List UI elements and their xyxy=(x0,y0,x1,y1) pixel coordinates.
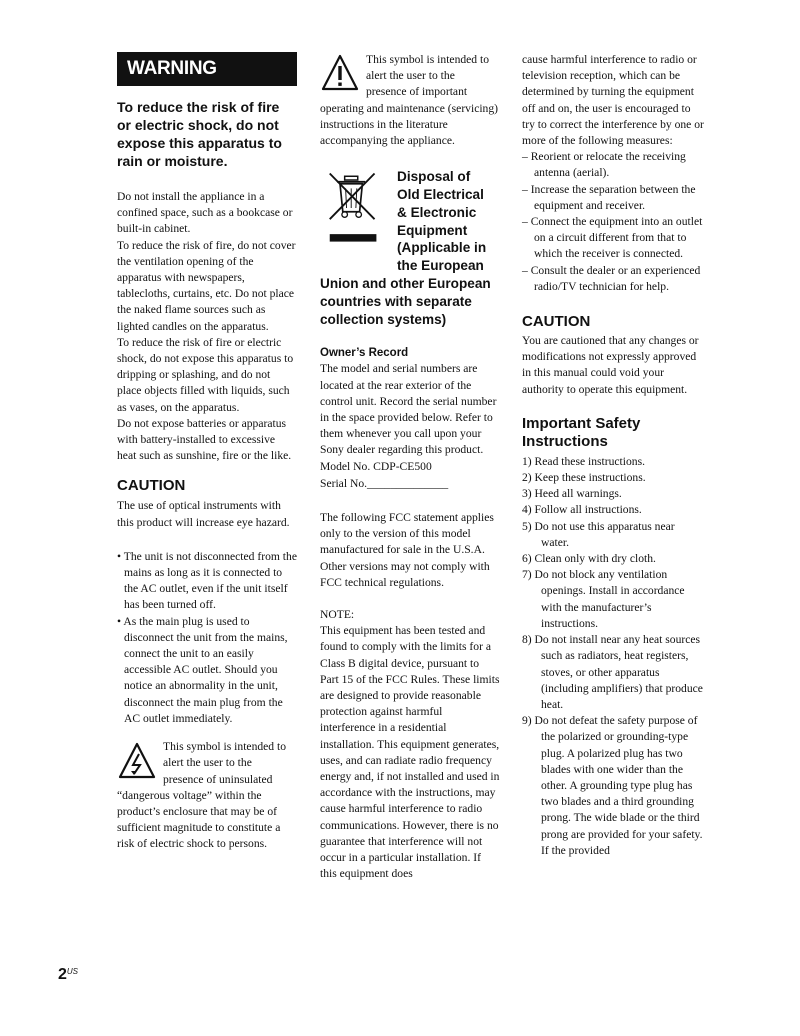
list-item: – Consult the dealer or an experienced radio/TV technician for help. xyxy=(522,263,701,293)
owners-record-text: The model and serial numbers are located at the rear exterior of the control unit. Record the serial number in the space provided below. Refer to them whenever you call upon your Sony dealer regarding this product. xyxy=(320,362,497,457)
list-item: 4) Follow all instructions. xyxy=(522,503,642,517)
list-item: 1) Read these instructions. xyxy=(522,454,645,468)
serial-number: Serial No.______________ xyxy=(320,476,449,490)
list-item: – Reorient or relocate the receiving antenna (aerial). xyxy=(522,150,686,180)
caution-text: You are cautioned that any changes or modifications not expressly approved in this manual could void your authority to operate this equipment. xyxy=(522,334,699,396)
disposal-heading-rest: Union and other European countries with separate collection systems) xyxy=(320,276,491,327)
column-left xyxy=(117,52,297,853)
fcc-continued-text: cause harmful interference to radio or television reception, which can be determined by turning the equipment off and on, the user is encouraged to try to correct the interference by one or more of the following measures: xyxy=(522,53,704,148)
page-number-suffix: US xyxy=(66,967,79,976)
page-number-value: 2 xyxy=(58,966,67,983)
paragraph: Do not expose batteries or apparatus with battery-installed to excessive heat such as sunshine, fire or the like. xyxy=(117,416,292,463)
disposal-heading-line: & Electronic xyxy=(397,204,477,220)
fcc-statement: The following FCC statement applies only to the version of this model manufactured for sale in the U.S.A. Other versions may not comply with FCC technical regulations. xyxy=(320,511,494,589)
symbol-text-line: This symbol is intended to xyxy=(163,740,287,754)
disposal-heading-line: Disposal of xyxy=(397,169,471,185)
warning-banner: WARNING xyxy=(117,52,297,86)
safety-instructions-list xyxy=(522,454,704,859)
dangerous-voltage-notice xyxy=(117,739,297,852)
note-text: This equipment has been tested and found to comply with the limits for a Class B digital device, pursuant to Part 15 of the FCC Rules. These limits are designed to provide reasonable protection against harmful interference in a residential installation. This equipment generates, uses, and can radiate radio frequency energy and, if not installed and used in accordance with the instructions, may cause harmful interference to radio communications. However, there is no guarantee that interference will not occur in a particular installation. If this equipment does xyxy=(320,624,500,881)
symbol-text-line: This symbol is intended to xyxy=(366,53,490,66)
list-item: • As the main plug is used to disconnect the unit from the mains, connect the unit to an easily accessible AC outlet. Should you notice an abnormality in the unit, disconnect the main plug from the AC outlet immediately. xyxy=(117,614,288,725)
disposal-notice xyxy=(320,168,500,328)
caution-text: The use of optical instruments with this product will increase eye hazard. xyxy=(117,499,290,529)
symbol-text-line: presence of important xyxy=(366,85,468,99)
list-item: 3) Heed all warnings. xyxy=(522,487,622,501)
list-item: 8) Do not install near any heat sources such as radiators, heat registers, stoves, or other apparatus (including amplifiers) that produce heat. xyxy=(522,633,703,711)
model-number: Model No. CDP-CE500 xyxy=(320,459,432,473)
caution-heading: CAUTION xyxy=(522,313,591,331)
list-item: – Increase the separation between the equipment and receiver. xyxy=(522,182,696,212)
list-item: • The unit is not disconnected from the mains as long as it is connected to the AC outlet, even if the unit itself has been turned off. xyxy=(117,549,297,612)
column-right xyxy=(522,52,704,859)
list-item: 7) Do not block any ventilation openings. Install in accordance with the manufacturer’s instructions. xyxy=(522,568,685,630)
important-instructions-notice xyxy=(320,52,500,149)
list-item: – Connect the equipment into an outlet on a circuit different from that to which the receiver is connected. xyxy=(522,215,703,261)
page-number xyxy=(58,966,78,984)
owners-record-heading: Owner’s Record xyxy=(320,347,409,360)
note-label: NOTE: xyxy=(320,608,355,622)
warning-lead: To reduce the risk of fire or electric shock, do not expose this apparatus to rain or moisture. xyxy=(117,99,282,169)
list-item: 9) Do not defeat the safety purpose of the polarized or grounding-type plug. A polarized plug has two blades with one wider than the other. A grounding type plug has two blades and a third grounding prong. The wide blade or the third prong are provided for your safety. If the provided xyxy=(522,714,703,857)
column-middle xyxy=(320,52,500,882)
disposal-heading-line: Equipment xyxy=(397,222,468,238)
list-item: 5) Do not use this apparatus near water. xyxy=(522,519,675,549)
disposal-heading-line: (Applicable in xyxy=(397,240,487,256)
paragraph: To reduce the risk of fire or electric shock, do not expose this apparatus to dripping or splashing, and do not place objects filled with liquids, such as vases, on the apparatus. xyxy=(117,335,294,414)
safety-instructions-heading: Important Safety Instructions xyxy=(522,414,641,450)
disposal-heading-line: Old Electrical xyxy=(397,187,484,203)
symbol-text-line: alert the user to the xyxy=(366,69,455,83)
symbol-text-line: presence of uninsulated xyxy=(163,772,273,786)
lightning-warning-icon xyxy=(117,741,157,781)
list-item: 6) Clean only with dry cloth. xyxy=(522,552,656,566)
symbol-text-rest: operating and maintenance (servicing) instructions in the literature accompanying the appliance. xyxy=(320,101,499,148)
measures-list xyxy=(522,149,704,295)
paragraph: To reduce the risk of fire, do not cover the ventilation opening of the apparatus with newspapers, tablecloths, curtains, etc. Do not place the naked flame sources such as lighted candles on the apparatus. xyxy=(117,238,296,333)
bullet-list xyxy=(117,549,297,727)
disposal-heading-line: the European xyxy=(397,258,484,274)
list-item: 2) Keep these instructions. xyxy=(522,471,646,485)
symbol-text-line: alert the user to the xyxy=(163,756,252,770)
crossed-bin-icon xyxy=(326,170,382,246)
caution-heading: CAUTION xyxy=(117,477,186,495)
symbol-text-rest: “dangerous voltage” within the product’s enclosure that may be of sufficient magnitude to constitute a risk of electric shock to persons. xyxy=(117,788,281,851)
paragraph: Do not install the appliance in a confined space, such as a bookcase or built-in cabinet. xyxy=(117,190,293,236)
exclamation-warning-icon xyxy=(320,53,360,93)
